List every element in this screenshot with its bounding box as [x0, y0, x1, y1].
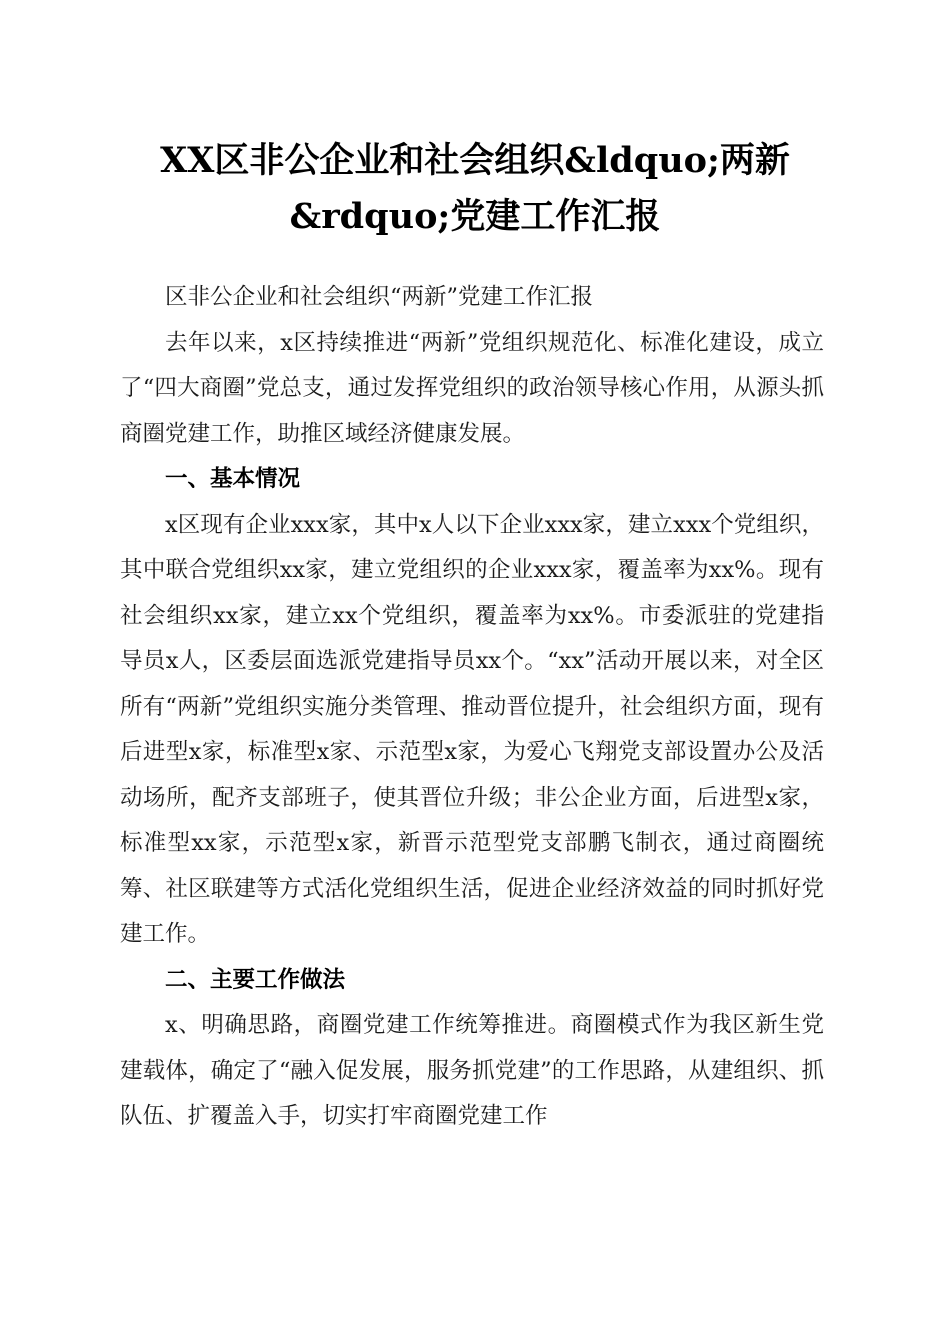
- subtitle-paragraph: 区非公企业和社会组织“两新”党建工作汇报: [165, 284, 594, 310]
- section-paragraph-main-work: x、明确思路，商圈党建工作统筹推进。商圈模式作为我区新生党建载体，确定了“融入促发展，服务抓党建”的工作思路，从建组织、抓队伍、扩覆盖入手，切实打牢商圈党建工作: [120, 1012, 824, 1129]
- section-heading-main-work: 二、主要工作做法: [165, 966, 346, 993]
- section-paragraph-basic-situation: x区现有企业xxx家，其中x人以下企业xxx家，建立xxx个党组织，其中联合党组织xx家，建立党组织的企业xxx家，覆盖率为xx%。现有社会组织xx家，建立xx个党组织，覆盖率为xx%。市委派驻的党建指导员x人，区委层面选派党建指导员xx个。“xx”活动开展以来，对全区所有“两新”党组织实施分类管理、推动晋位提升，社会组织方面，现有后进型x家，标准型x家、示范型x家，为爱心飞翔党支部设置办公及活动场所，配齐支部班子，使其晋位升级；非公企业方面，后进型x家，标准型xx家，示范型x家，新晋示范型党支部鹏飞制衣，通过商圈统筹、社区联建等方式活化党组织生活，促进企业经济效益的同时抓好党建工作。: [120, 511, 824, 947]
- section-heading-basic-situation: 一、基本情况: [165, 466, 301, 492]
- document-body: [120, 275, 824, 1140]
- document-title: XX区非公企业和社会组织&ldquo;两新&rdquo;党建工作汇报: [160, 140, 790, 237]
- intro-paragraph: 去年以来，x区持续推进“两新”党组织规范化、标准化建设，成立了“四大商圈”党总支，通过发挥党组织的政治领导核心作用，从源头抓商圈党建工作，助推区域经济健康发展。: [120, 329, 824, 447]
